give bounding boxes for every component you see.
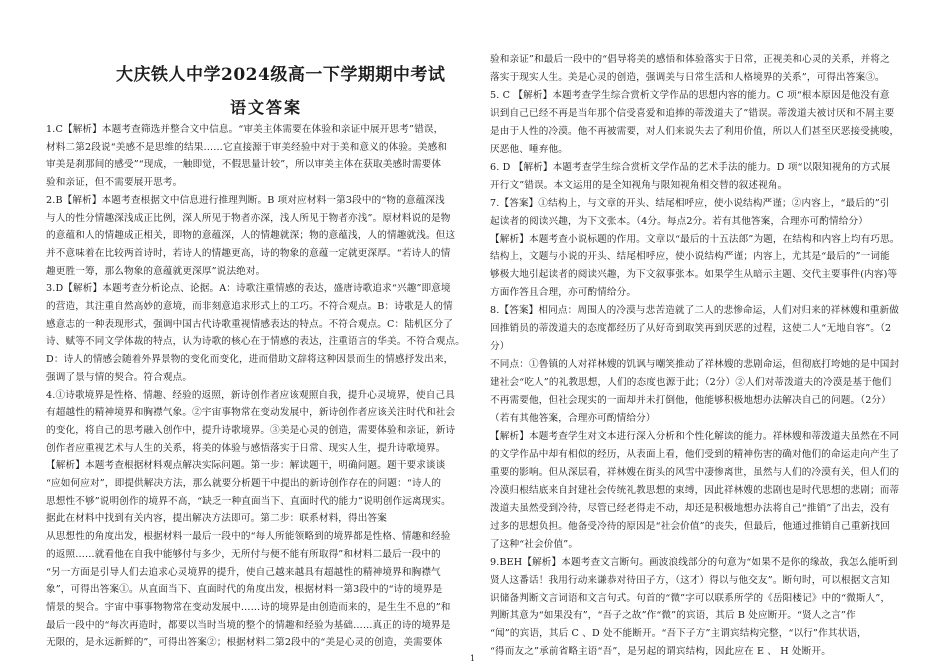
text-line: 冷漠归根结底来自封建社会传统礼教思想的束缚，因此祥林嫂的悲剧也是时代思想的悲剧；而蒂 xyxy=(490,484,900,496)
text-line: 判断其意为“如果没有”，“吾子之故”作“微”的宾语，其后 B 处应断开。“贤人之言”作 xyxy=(490,610,856,622)
text-line: “闻”的宾语，其后 C 、D 处不能断开。“吾下子方”主谓宾结构完整，“以行”作其状语， xyxy=(490,628,867,640)
text-line: 7.【答案】①结构上，与文章的开头、结尾相呼应，使小说结构严谨；②内容上，“最后的”引 xyxy=(490,197,890,209)
text-line: 贤人这番话！我用行动来谦恭对待田子方，（这才）得以与他交友”。断句时，可以根据文言知 xyxy=(490,574,890,586)
page-number: 1 xyxy=(470,654,476,663)
text-line: 审美是刹那间的感受”“现成，一触即觉，不假思量计较”，所以审美主体在获取美感时需要体 xyxy=(46,159,442,171)
text-line: 识到自己已经不再是当年那个信受喜爱和追捧的蒂泼道夫了”错误。蒂泼道夫被讨厌和不屑主要 xyxy=(490,107,895,119)
text-line: （若有其他答案，合理亦可酌情给分） xyxy=(490,413,656,424)
text-line: 与人的性分情趣深浅成正比例，深人所见于物者亦深，浅人所见于物者亦浅”。原材料说的是物 xyxy=(46,212,451,224)
text-line: 最后一段中的“每次再造时，都要以当时当境的整个的情趣和经验为基础……真正的诗的境界是 xyxy=(46,619,451,631)
text-line: 验和亲证，但不需要展开思考。 xyxy=(46,177,183,189)
text-line: 结构上，文题与小说的开头、结尾相呼应，使小说结构严谨；内容上，尤其是“最后的”一词能 xyxy=(490,251,890,263)
text-line: 有超越性的精神境界和胸襟气象。②宇宙事物常在变动发展中，新诗创作者应该关注时代和社会 xyxy=(46,407,456,419)
text-line: 重要的影响。但从深层看，祥林嫂在街头的风雪中凄惨离世，虽然与人们的冷漠有关，但人们的 xyxy=(490,466,900,478)
text-line: 厌恶他、唾弃他。 xyxy=(490,143,568,155)
text-line: 创作者应重视艺术与人生的关系，将美的体验与感悟落实于日常、现实人生，提升诗歌境界。 xyxy=(46,442,446,454)
text-line: 够极大地引起读者的阅读兴趣，为下文叙事张本。如果学生从暗示主题、交代主要事件(内容)等 xyxy=(490,269,898,281)
text-line: “另一方面是引导人们去追求心灵境界的提升，使自己越来越具有超越性的精神境界和胸襟气 xyxy=(46,566,441,578)
text-line: 5. C 【解析】本题考查学生综合赏析文学作品的思想内容的能力。C 项“根本原因是他没有意 xyxy=(490,89,890,101)
text-line: 1.C【解析】本题考查筛选并整合文中信息。“审美主体需要在体验和亲证中展开思考”错误， xyxy=(46,124,444,135)
answer-subtitle: 语文答案 xyxy=(230,98,303,117)
text-line: 3.D【解析】本题考查分析论点、论据。A：诗歌注重情感的表达，盛唐诗歌追求“兴趣”即意境 xyxy=(46,283,451,295)
text-line: 过多的思想负担。他备受冷待的原因是“社会价值”的丧失，但最后，他通过推销自己重新找回 xyxy=(490,520,890,532)
text-line: 情景的契合。宇宙中事事物物常在变动发展中……诗的境界是由创造而来的，是生生不息的”和 xyxy=(46,601,451,613)
text-line: 6. D 【解析】本题考查学生综合赏析文学作品的艺术手法的能力。D 项“以限知视角的方式展 xyxy=(490,161,891,173)
text-line: 趣更胜一筹，那么物象的意蕴就更深厚”说法绝对。 xyxy=(46,265,266,277)
text-line: 了这种“社会价值”。 xyxy=(490,538,579,550)
text-line: 感意志的一种表现形式，强调中国古代诗歌重视情感表达的特点。不符合观点。C：陆机区分了 xyxy=(46,318,453,330)
text-line: 的变化，将自己的思考融入创作中，提升诗歌境界。③美是心灵的创造，需要体验和亲证，新诗 xyxy=(46,424,456,436)
text-line: 落实于现实人生。美是心灵的创造，强调美与日常生活和人格境界的关系”，可得出答案③。 xyxy=(490,71,885,83)
text-line: 【解析】本题考查根据材料观点解决实际问题。第一步：解读题干，明确问题。题干要求谈谈 xyxy=(46,460,446,472)
text-line: 方面作答且合理，亦可酌情给分。 xyxy=(490,287,637,299)
text-line: 4.①诗歌境界是性格、情趣、经验的返照，新诗创作者应该观照自我，提升心灵境界，使自己具 xyxy=(46,389,455,401)
text-line: 的意蕴和人的情趣成正相关，即物的意蕴深，人的情趣就深；物的意蕴浅，人的情趣就浅。但这 xyxy=(46,230,456,242)
text-line: 起读者的阅读兴趣，为下文张本。（4分。每点2分。若有其他答案，合理亦可酌情给分） xyxy=(490,215,868,227)
text-line: 思想性不够”说明创作的境界不高，“缺乏一种直面当下、直面时代的能力”说明创作远离现实。 xyxy=(46,495,451,507)
text-line: 的营造，其注重自然高妙的意境，而非刻意追求形式上的工巧。不符合观点。B：诗歌是人的情 xyxy=(46,301,453,312)
text-line: “应如何应对”，即提供解决方法，那么就要分析题干中提出的新诗创作存在的问题：“诗人的 xyxy=(46,478,442,489)
text-line: 材料二第2段说“美感不是思维的结果……它直接源于审美经验中对于美和意义的体验。美感和 xyxy=(46,141,448,153)
text-line: 并不意味着在比较两首诗时，若诗人的情趣更高，诗的物象的意蕴一定就更深厚。“若诗人的情 xyxy=(46,247,451,259)
text-line: 不再需要他，但社会现实的一面却并未打倒他，他能够积极地想办法解决自己的问题。（2分） xyxy=(490,395,891,407)
text-line: 分） xyxy=(490,341,510,353)
text-line: 验和亲证”和最后一段中的“倡导将美的感悟和体验落实于日常，正视美和心灵的关系，并将之 xyxy=(490,54,890,65)
text-line: “得而友之”承前省略主语“吾”，是另起的谓宾结构，因此应在 E 、 H 处断开。 xyxy=(490,646,831,658)
text-line: 诗、赋等不同文学体裁的特点，认为诗歌的核心在于情感的表达，注重语言的华美。不符合观点。 xyxy=(46,336,465,348)
text-line: 回推销员的蒂泼道夫的态度都经历了从好奇到取笑再到厌恶的过程，这使二人“无地自容”。（2 xyxy=(490,323,892,335)
text-line: 识储备判断文言词语和文言句式。句首的“微”字可以联系所学的《岳阳楼记》中的“微斯人”， xyxy=(490,592,891,604)
text-line: 的文学作品中却有相似的经历，从表面上看，他们受到的精神伤害的确对他们的命运走向产生了 xyxy=(490,448,900,460)
text-line: 2.B【解析】本题考查根据文中信息进行推理判断。B 项对应材料一第3段中的“物的意蕴深浅 xyxy=(46,194,445,206)
text-line: 开行文”错误。本文运用的是全知视角与限知视角相交替的叙述视角。 xyxy=(490,179,788,191)
text-line: 强调了景与情的契合。符合观点。 xyxy=(46,371,193,383)
text-line: 【解析】本题考查小说标题的作用。文章以“最后的十五法郎”为题，在结构和内容上均有巧思。 xyxy=(490,233,900,245)
text-line: 建社会“吃人”的礼教思想，人们的态度也源于此；（2分）②人们对蒂泼道夫的冷漠是基于他们 xyxy=(490,377,892,389)
text-line: 8.【答案】相同点：周围人的冷漠与悲苦造就了二人的悲惨命运，人们对归来的祥林嫂和重新做 xyxy=(490,305,899,317)
text-line: 泼道夫虽然受到冷待，尽管已经老得走不动，却还是积极地想办法将自己“推销”了出去，没有 xyxy=(490,502,890,514)
text-line: 据此在材料中找到有关内容，提出解决方法即可。第二步：联系材料，得出答案 xyxy=(46,513,388,525)
text-line: 无限的，是永远新鲜的”，可得出答案②；根据材料二第2段中的“美是心灵的创造，美需要体 xyxy=(46,637,443,649)
text-line: 9.BEH【解析】本题考查文言断句。画波浪线部分的句意为“如果不是你的缘故，我怎么能听到 xyxy=(490,556,898,568)
text-line: 是由于人性的冷漠。他不再被需要，对人们来说失去了利用价值，所以人们甚至厌恶接受挑唆， xyxy=(490,125,900,137)
exam-title: 大庆铁人中学2024级高一下学期期中考试 xyxy=(116,65,446,85)
text-line: 从思想性的角度出发，根据材料一最后一段中的“每人所能领略到的境界都是性格、情趣和经验 xyxy=(46,531,451,543)
text-line: 象”，可得出答案①。从直面当下、直面时代的角度出发，根据材料一第3段中的“诗的境界是 xyxy=(46,584,443,596)
text-line: 【解析】本题考查学生对文本进行深入分析和个性化解读的能力。祥林嫂和蒂泼道夫虽然在不同 xyxy=(490,430,900,442)
text-line: 的返照……就看他在自我中能够付与多少，无所付与便不能有所取得”和材料二最后一段中的 xyxy=(46,548,441,560)
text-line: D：诗人的情感会随着外界景物的变化而变化，进而借助文辞将这种因景而生的情感抒发出来， xyxy=(46,354,454,366)
text-line: 不同点：①鲁镇的人对祥林嫂的饥讽与嘲笑推动了祥林嫂的悲剧命运，但彻底打垮她的是中国封 xyxy=(490,359,900,371)
